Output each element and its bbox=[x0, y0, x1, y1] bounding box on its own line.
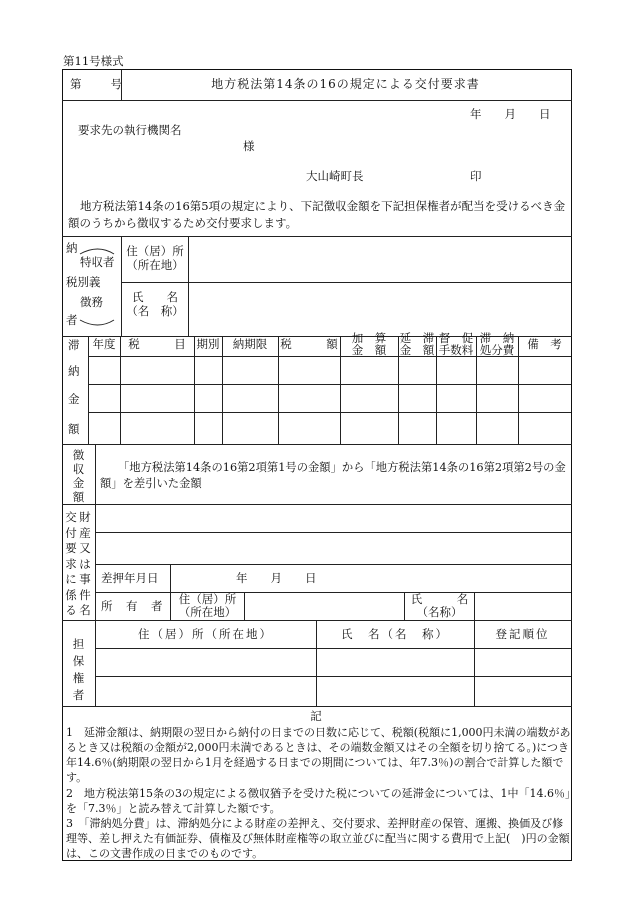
arrears-col-header-3 bbox=[222, 338, 278, 350]
issue-date: 年 月 日 bbox=[470, 107, 551, 121]
arrears-col-header-line: 備 考 bbox=[527, 337, 562, 351]
honorific: 様 bbox=[243, 139, 255, 153]
arrears-col-header-7 bbox=[436, 332, 476, 356]
sender-name: 大山崎町長 bbox=[306, 169, 364, 183]
property-side-col1: 交 付 要 求 に 係 る bbox=[65, 510, 77, 617]
form-label: 第11号様式 bbox=[63, 54, 124, 68]
arrears-col-header-line: 税 目 bbox=[128, 337, 186, 351]
collection-side-label: 徴 収 金 額 bbox=[72, 448, 85, 504]
arrears-col-rule bbox=[518, 336, 519, 444]
owner-label: 所 有 者 bbox=[101, 599, 164, 613]
note-3: 3 「滞納処分費」は、滞納処分による財産の差押え、交付要求、差押財産の保管、運搬、換価及び修理等、差し押えた有価証券、債権及び無体財産権等の取立並びに配当に関する費用で上記( )円の金額は、この文書作成の日までのものです。 bbox=[66, 817, 570, 860]
taxpayer-label-4: 徴務 bbox=[80, 295, 103, 309]
arrears-side-2: 納 bbox=[68, 364, 80, 378]
seal-mark: 印 bbox=[470, 169, 482, 183]
arrears-col-rule bbox=[194, 336, 195, 444]
property-side-col2: 財 産 又 は 事 件 名 bbox=[79, 510, 91, 617]
taxpayer-name-label: 氏 名 （名 称） bbox=[126, 290, 184, 319]
arrears-side-4: 額 bbox=[68, 422, 80, 436]
request-body: 地方税法第14条の16第5項の規定により、下記徴収金額を下記担保権者が配当を受けるべき金額のうちから徴収するため交付要求します。 bbox=[68, 199, 566, 230]
note-2: 2 地方税法第15条の3の規定による徴収猶予を受けた税についての延滞金については、1中「14.6％」を「7.3％」と読み替えて計算した額です。 bbox=[66, 787, 571, 815]
taxpayer-label-3: 税別義 bbox=[66, 275, 101, 289]
arrears-col-rule bbox=[120, 336, 121, 444]
arrears-col-header-1 bbox=[120, 338, 194, 350]
secured-col-address: 住（居）所（所在地） bbox=[138, 627, 273, 641]
notes-heading: 記 bbox=[310, 709, 322, 723]
arrears-col-header-line: 金 額 bbox=[399, 343, 435, 357]
document-title: 地方税法第14条の16の規定による交付要求書 bbox=[211, 77, 480, 91]
arrears-col-header-6 bbox=[398, 332, 436, 356]
arrears-side-1: 滞 bbox=[68, 338, 80, 352]
arrears-side-3: 金 bbox=[68, 392, 80, 406]
secured-side-label: 担 保 権 者 bbox=[72, 637, 85, 702]
arrears-col-header-4 bbox=[278, 338, 340, 350]
note-1: 1 延滞金額は、納期限の翌日から納付の日までの日数に応じて、税額(税額に1,000円未満の端数があるとき又は税額の金額が2,000円未満であるときは、その端数金額又はその全額を切り捨てる。)につき年14.6％(納期限の翌日から1月を経過する日までの期間については、年7.3％)の割合で計算した額です。 bbox=[66, 726, 571, 784]
recipient-label: 要求先の執行機関名 bbox=[78, 123, 182, 137]
arrears-col-header-0 bbox=[88, 338, 120, 350]
arrears-col-header-line: 金 額 bbox=[351, 343, 387, 357]
arrears-col-header-5 bbox=[340, 332, 398, 356]
arrears-col-rule bbox=[278, 336, 279, 444]
owner-address-label: 住（居）所 （所在地） bbox=[178, 592, 237, 619]
arrears-col-header-line: 督 促 bbox=[438, 331, 474, 345]
arrears-col-header-line: 納期限 bbox=[232, 337, 268, 351]
arrears-col-header-line: 処分費 bbox=[479, 343, 515, 357]
seize-date-label: 差押年月日 bbox=[101, 571, 159, 585]
taxpayer-label-5: 者 bbox=[66, 313, 78, 327]
arrears-col-header-line: 延 滞 bbox=[399, 331, 435, 345]
arrears-col-rule bbox=[222, 336, 223, 444]
number-label: 第 号 bbox=[70, 77, 124, 91]
owner-name-label: 氏 名 （名称） bbox=[410, 592, 469, 619]
secured-col-name: 氏 名（名 称） bbox=[341, 627, 449, 641]
taxpayer-label-1: 納 bbox=[66, 241, 78, 255]
taxpayer-address-label: 住（居）所 （所在地） bbox=[126, 244, 184, 273]
arrears-col-header-line: 滞 納 bbox=[479, 331, 515, 345]
arrears-col-header-line: 年度 bbox=[92, 337, 116, 351]
secured-col-rank: 登記順位 bbox=[495, 627, 550, 641]
taxpayer-label-2: 特収者 bbox=[80, 255, 115, 269]
arrears-col-header-9 bbox=[518, 338, 571, 350]
collection-text-line1: 「地方税法第14条の16第2項第1号の金額」から「地方税法第14条の16第2項第2号の金 bbox=[118, 461, 566, 474]
arrears-col-header-line: 税 額 bbox=[280, 337, 338, 351]
arrears-col-header-line: 期別 bbox=[196, 337, 220, 351]
brace-marks bbox=[78, 244, 118, 328]
arrears-col-header-line: 加 算 bbox=[351, 331, 387, 345]
arrears-col-header-line: 手数料 bbox=[438, 343, 474, 357]
arrears-col-header-2 bbox=[194, 338, 222, 350]
collection-text-line2: 額」を差引いた金額 bbox=[100, 477, 202, 490]
seize-date-value: 年 月 日 bbox=[236, 571, 317, 585]
arrears-col-header-8 bbox=[476, 332, 518, 356]
